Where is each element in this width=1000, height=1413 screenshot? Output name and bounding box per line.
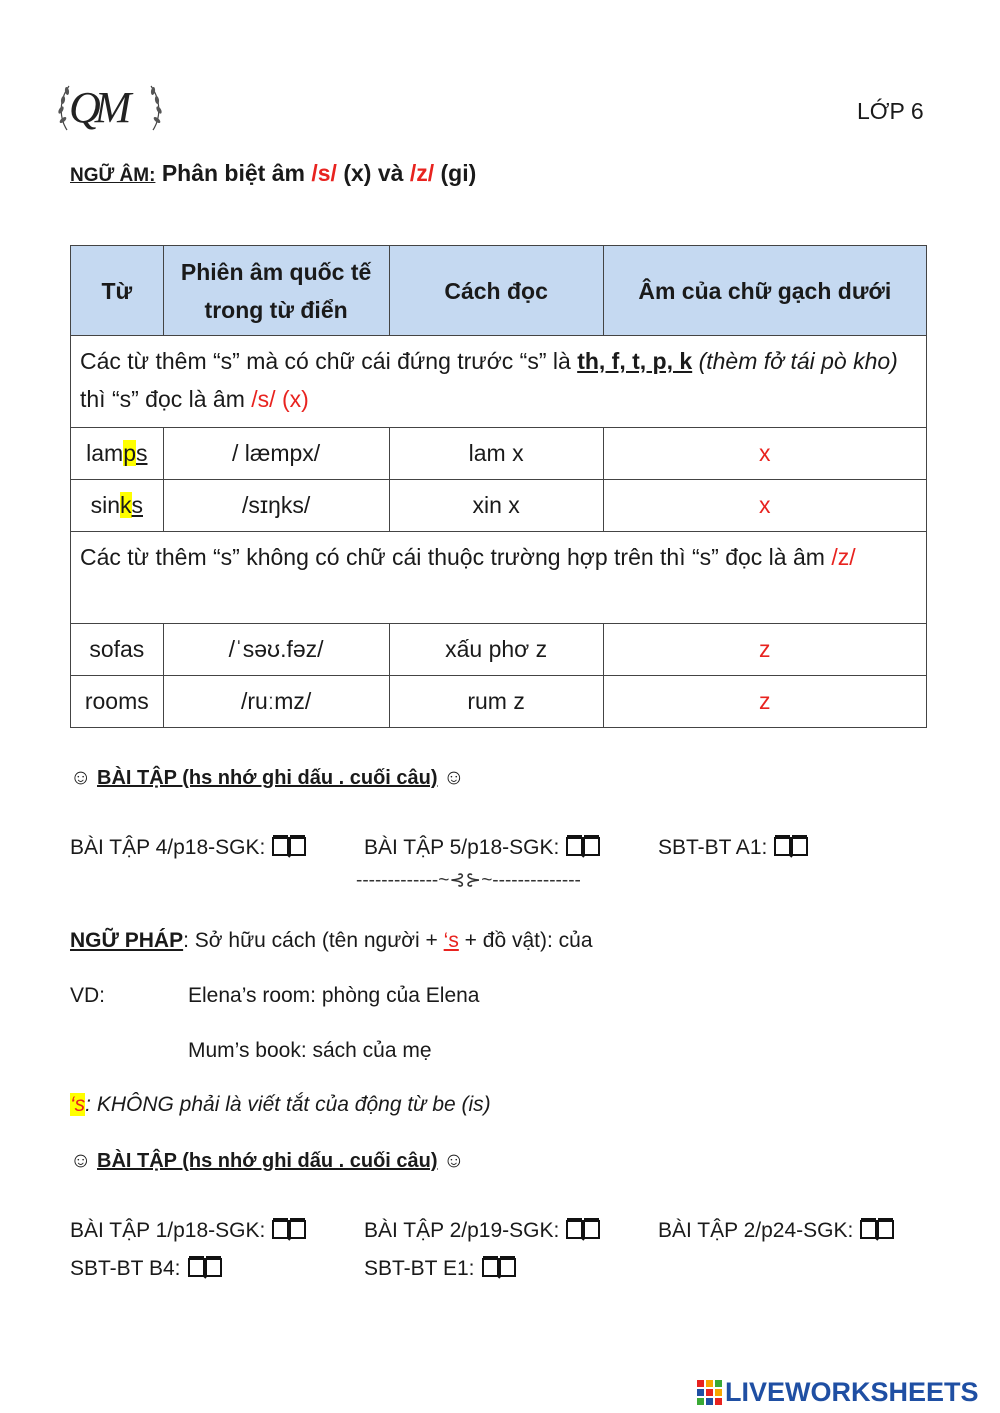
grammar-label: NGỮ PHÁP	[70, 929, 184, 952]
book-icon	[187, 1255, 223, 1285]
rule-sound-z: /z/	[831, 544, 856, 570]
ipa-cell: /sɪŋks/	[163, 480, 389, 532]
rule-letters: th, f, t, p, k	[577, 348, 693, 374]
rule-row-z	[71, 532, 927, 624]
reading-cell: rum z	[389, 676, 603, 728]
note-mark: ‘s	[70, 1093, 86, 1116]
exercise2-heading	[70, 1149, 465, 1173]
divider: -------------~⊰⊱~--------------	[356, 870, 581, 891]
smiley-icon: ☺	[70, 1149, 92, 1172]
rule-sound-s: /s/ (x)	[251, 386, 309, 412]
book-icon	[565, 1217, 601, 1247]
logo	[55, 80, 165, 136]
rule-mnemonic: (thèm fở tái pò kho)	[698, 348, 898, 374]
title-and: và	[377, 160, 404, 186]
grade-label: LỚP 6	[857, 98, 924, 124]
ipa-cell: /ruːmz/	[163, 676, 389, 728]
book-icon	[565, 834, 601, 864]
sound-cell: z	[603, 676, 926, 728]
sound-s-viet: (x)	[343, 160, 372, 186]
rule-row-s	[71, 336, 927, 428]
word-cell: sofas	[71, 624, 164, 676]
table-row	[71, 480, 927, 532]
phonics-label: NGỮ ÂM:	[70, 165, 156, 186]
exercise-link[interactable]: BÀI TẬP 1/p18-SGK:	[70, 1217, 307, 1247]
table-row	[71, 624, 927, 676]
book-icon	[773, 834, 809, 864]
exercise-link[interactable]: SBT-BT E1:	[364, 1255, 517, 1285]
exercise-link[interactable]: BÀI TẬP 2/p19-SGK:	[364, 1217, 601, 1247]
example-1: Elena’s room: phòng của Elena	[188, 984, 480, 1007]
exercise-link[interactable]: BÀI TẬP 4/p18-SGK:	[70, 834, 307, 864]
example-2: Mum’s book: sách của mẹ	[188, 1039, 432, 1062]
header-reading: Cách đọc	[389, 246, 603, 336]
table-row	[71, 428, 927, 480]
grammar-note: ‘s: KHÔNG phải là viết tắt của động từ be (is)	[70, 1093, 491, 1116]
exercise-link[interactable]: SBT-BT A1:	[658, 834, 809, 864]
title-text: Phân biệt âm	[161, 160, 305, 186]
word-cell: rooms	[71, 676, 164, 728]
sound-s: /s/	[311, 160, 337, 186]
smiley-icon: ☺	[443, 766, 465, 789]
sound-z: /z/	[409, 160, 435, 186]
sound-cell: x	[603, 428, 926, 480]
exercise1-title: BÀI TẬP (hs nhớ ghi dấu . cuối câu)	[97, 767, 438, 789]
sound-cell: x	[603, 480, 926, 532]
rule-z: Các từ thêm “s” không có chữ cái thuộc trường hợp trên thì “s” đọc là âm /z/	[71, 532, 927, 624]
exercise-link[interactable]: BÀI TẬP 5/p18-SGK:	[364, 834, 601, 864]
reading-cell: lam x	[389, 428, 603, 480]
book-icon	[859, 1217, 895, 1247]
smiley-icon: ☺	[70, 766, 92, 789]
grammar-title: NGỮ PHÁP: Sở hữu cách (tên người + ‘s + đồ vật): của	[70, 929, 593, 952]
table-row	[71, 676, 927, 728]
table-header-row	[71, 246, 927, 336]
word-cell: sinks	[71, 480, 164, 532]
exercise2-title: BÀI TẬP (hs nhớ ghi dấu . cuối câu)	[97, 1150, 438, 1172]
reading-cell: xin x	[389, 480, 603, 532]
ipa-cell: /ˈsəʊ.fəz/	[163, 624, 389, 676]
word-cell: lamps	[71, 428, 164, 480]
exercise-link[interactable]: BÀI TẬP 2/p24-SGK:	[658, 1217, 895, 1247]
phonics-title	[70, 160, 476, 187]
ipa-cell: / læmpx/	[163, 428, 389, 480]
logo-text: QM	[69, 83, 126, 132]
exercise1-heading	[70, 766, 465, 790]
header-ipa: Phiên âm quốc tế trong từ điển	[163, 246, 389, 336]
exercise-link[interactable]: SBT-BT B4:	[70, 1255, 223, 1285]
example-label: VD:	[70, 984, 106, 1007]
book-icon	[481, 1255, 517, 1285]
rule-s: Các từ thêm “s” mà có chữ cái đứng trước “s” là th, f, t, p, k (thèm fở tái pò kho) thì “s” đọc là âm /s/ (x)	[71, 336, 927, 428]
book-icon	[271, 1217, 307, 1247]
liveworksheets-icon	[697, 1380, 723, 1406]
brand-text: LIVEWORKSHEETS	[725, 1377, 979, 1407]
sound-cell: z	[603, 624, 926, 676]
smiley-icon: ☺	[443, 1149, 465, 1172]
header-word: Từ	[71, 246, 164, 336]
possessive-mark: ‘s	[443, 929, 459, 952]
sound-z-viet: (gi)	[440, 160, 477, 186]
book-icon	[271, 834, 307, 864]
reading-cell: xấu phơ z	[389, 624, 603, 676]
header-sound: Âm của chữ gạch dưới	[603, 246, 926, 336]
phonics-table	[70, 245, 927, 728]
